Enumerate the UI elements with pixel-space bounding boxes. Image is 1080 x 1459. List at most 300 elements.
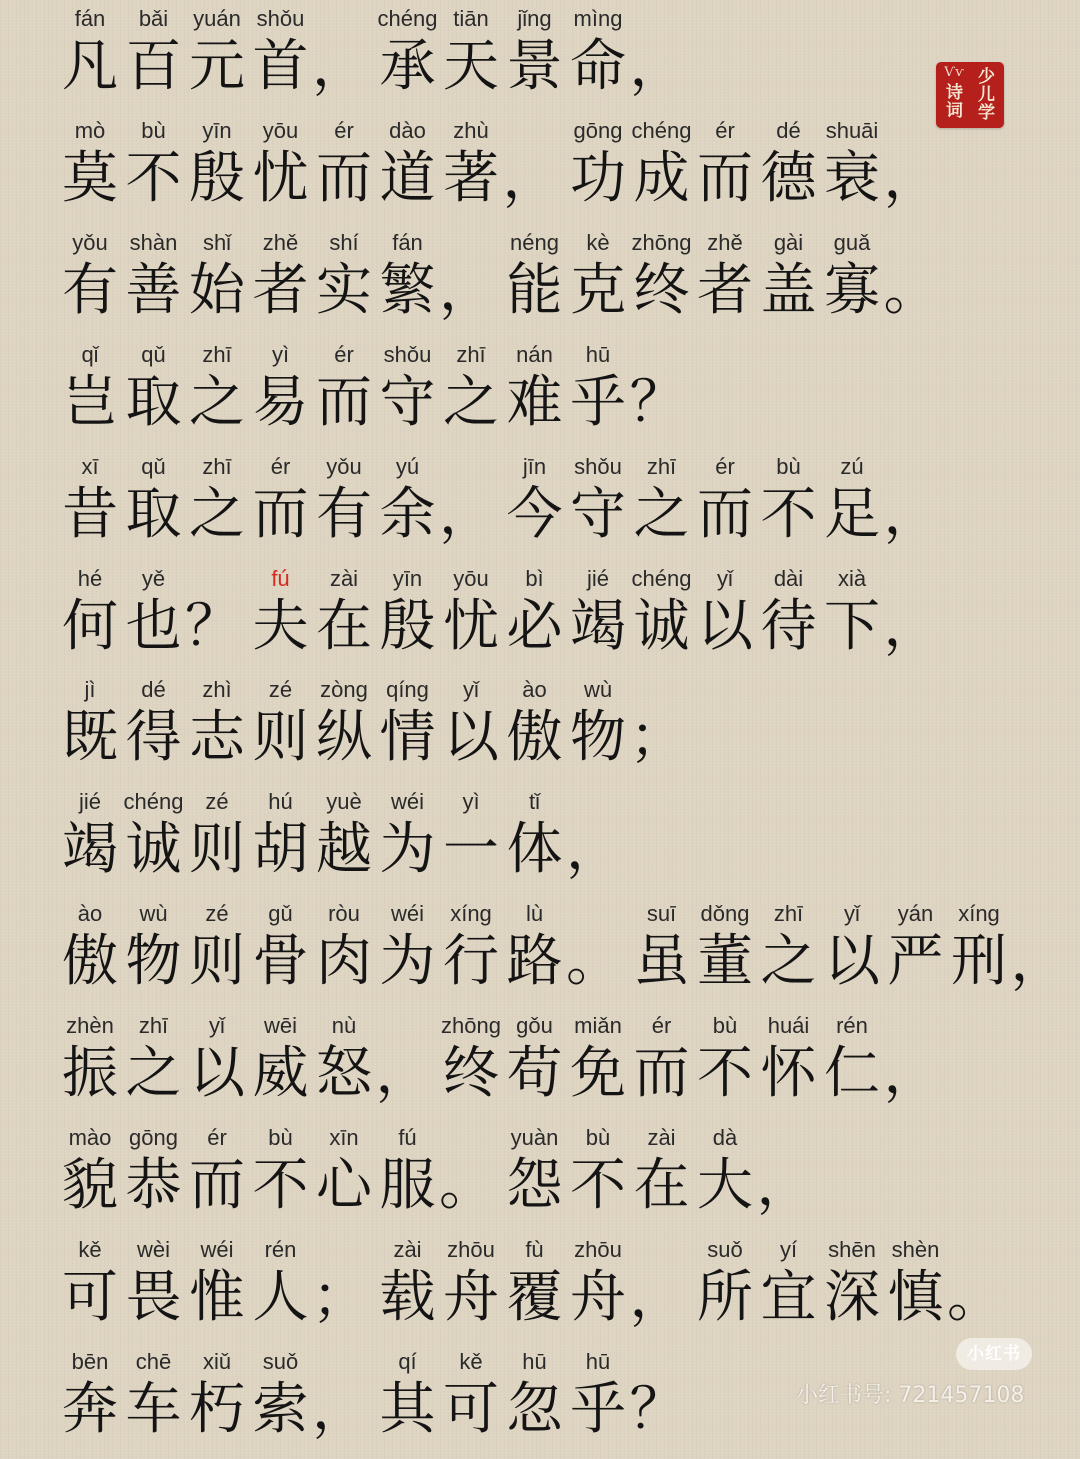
pinyin: hú xyxy=(268,789,293,815)
hanzi: 舟 xyxy=(570,1264,626,1330)
hanzi: 元 xyxy=(189,34,245,99)
pinyin: gǔ xyxy=(268,901,293,927)
hanzi: 仁 xyxy=(824,1041,880,1107)
hanzi: 而 xyxy=(316,369,372,435)
hanzi: 一 xyxy=(443,817,499,883)
character-cell xyxy=(249,4,313,116)
character-cell xyxy=(503,899,567,1011)
pinyin: yīn xyxy=(392,565,423,591)
hanzi: 肉 xyxy=(316,929,372,995)
character-cell xyxy=(820,564,884,676)
pinyin: mào xyxy=(68,1125,112,1150)
character-cell xyxy=(820,1011,884,1123)
pinyin: gōng xyxy=(129,1125,178,1150)
hanzi: 为 xyxy=(379,929,436,995)
hanzi: 载 xyxy=(379,1264,436,1330)
pinyin: suǒ xyxy=(707,1236,743,1262)
punctuation: ， xyxy=(883,593,940,659)
pinyin: zòng xyxy=(320,677,368,703)
pinyin: jīn xyxy=(522,453,547,479)
pinyin: ér xyxy=(270,453,291,479)
hanzi: 大 xyxy=(697,1153,753,1218)
pinyin: bēn xyxy=(71,1348,109,1374)
pinyin: ér xyxy=(651,1013,672,1039)
pinyin: xíng xyxy=(450,901,492,927)
hanzi: 待 xyxy=(760,593,817,659)
hanzi: 而 xyxy=(189,1153,245,1218)
pinyin: wéi xyxy=(390,789,424,815)
hanzi: 深 xyxy=(824,1264,880,1330)
hanzi: 承 xyxy=(379,34,436,99)
hanzi: 足 xyxy=(824,481,880,547)
pinyin: shuāi xyxy=(825,117,879,143)
hanzi: 貌 xyxy=(62,1153,118,1218)
character-cell xyxy=(884,452,948,564)
hanzi: 余 xyxy=(379,481,436,547)
poem-line xyxy=(0,1235,1080,1347)
character-cell xyxy=(503,787,567,899)
character-cell xyxy=(757,1123,821,1235)
character-cell xyxy=(376,228,440,340)
poem-line xyxy=(0,899,1080,1011)
hanzi: 可 xyxy=(62,1264,118,1330)
character-cell xyxy=(884,228,948,340)
character-cell xyxy=(630,340,694,452)
character-cell xyxy=(122,564,186,676)
hanzi: 者 xyxy=(697,257,753,323)
pinyin: hū xyxy=(522,1348,547,1374)
hanzi: 衰 xyxy=(824,145,880,211)
character-cell xyxy=(376,1123,440,1235)
hanzi: 守 xyxy=(570,481,626,547)
pinyin: yǐ xyxy=(463,677,479,703)
pinyin: chéng xyxy=(377,6,438,31)
pinyin: bù xyxy=(712,1013,738,1039)
pinyin: shǒu xyxy=(574,453,622,479)
pinyin: yú xyxy=(395,453,420,479)
poem-line xyxy=(0,452,1080,564)
hanzi: 以 xyxy=(189,1041,245,1107)
hanzi: 何 xyxy=(62,593,118,659)
punctuation: ， xyxy=(629,1264,686,1330)
hanzi: 者 xyxy=(252,257,309,323)
hanzi: 莫 xyxy=(62,145,118,211)
hanzi: 其 xyxy=(379,1376,436,1442)
hanzi: 不 xyxy=(252,1153,309,1218)
pinyin: fán xyxy=(392,229,423,255)
pinyin: kě xyxy=(459,1348,483,1374)
pinyin: yuán xyxy=(193,6,241,31)
pinyin: qí xyxy=(398,1348,417,1374)
pinyin: yǒu xyxy=(326,453,362,479)
pinyin: bù xyxy=(776,453,801,479)
pinyin: fán xyxy=(74,6,106,31)
hanzi: 竭 xyxy=(570,593,626,659)
pinyin: zhōu xyxy=(447,1236,495,1262)
pinyin: zhèn xyxy=(66,1013,114,1039)
character-cell xyxy=(249,1347,313,1459)
seal-text-bottom: 诗词 xyxy=(946,83,963,121)
hanzi: 首 xyxy=(252,34,309,99)
hanzi: 怒 xyxy=(316,1041,372,1107)
character-cell xyxy=(884,564,948,676)
pinyin: suī xyxy=(646,901,677,927)
pinyin: xíng xyxy=(958,901,1000,927)
pinyin: ér xyxy=(334,341,354,367)
hanzi: 畏 xyxy=(125,1264,182,1330)
hanzi: 岂 xyxy=(62,369,118,435)
hanzi: 而 xyxy=(697,481,753,547)
hanzi: 终 xyxy=(633,257,690,323)
pinyin: yí xyxy=(779,1236,798,1262)
character-cell xyxy=(630,1347,694,1459)
poem-line xyxy=(0,1123,1080,1235)
hanzi: 之 xyxy=(125,1041,182,1107)
punctuation: ， xyxy=(502,145,559,211)
pinyin: yǒu xyxy=(72,229,108,255)
hanzi: 乎 xyxy=(570,369,626,435)
hanzi: 乎 xyxy=(570,1376,626,1442)
hanzi: 行 xyxy=(443,929,499,995)
pinyin: bǎi xyxy=(138,6,169,31)
pinyin: ào xyxy=(77,901,103,927)
pinyin: dǒng xyxy=(700,901,750,927)
hanzi: 而 xyxy=(633,1041,690,1107)
pinyin: qǔ xyxy=(141,453,166,479)
pinyin: zhī xyxy=(138,1013,169,1039)
hanzi: 取 xyxy=(125,369,182,435)
pinyin: lù xyxy=(525,901,544,927)
poem-line xyxy=(0,340,1080,452)
hanzi: 严 xyxy=(887,929,944,995)
pinyin: ér xyxy=(207,1125,227,1150)
character-cell xyxy=(820,228,884,340)
pinyin: yě xyxy=(141,565,166,591)
hanzi: 骨 xyxy=(252,929,309,995)
pinyin: zhōu xyxy=(574,1236,622,1262)
hanzi: 不 xyxy=(760,481,817,547)
pinyin: xīn xyxy=(329,1125,359,1150)
punctuation: ， xyxy=(756,1153,813,1218)
hanzi: 著 xyxy=(443,145,499,211)
seal-mark: Ѵѵ xyxy=(944,65,964,80)
character-cell xyxy=(249,1235,313,1347)
hanzi: 怨 xyxy=(506,1153,563,1218)
character-cell xyxy=(884,1235,948,1347)
hanzi: 之 xyxy=(189,481,245,547)
hanzi: 车 xyxy=(125,1376,182,1442)
poem-line xyxy=(0,564,1080,676)
pinyin: zhī xyxy=(773,901,804,927)
pinyin: dà xyxy=(712,1125,738,1150)
pinyin: néng xyxy=(510,229,559,255)
hanzi: 不 xyxy=(697,1041,753,1107)
punctuation: 。 xyxy=(947,1264,1003,1330)
hanzi: 命 xyxy=(570,34,626,99)
hanzi: 而 xyxy=(252,481,309,547)
pinyin: bì xyxy=(525,565,544,591)
pinyin: shǐ xyxy=(202,229,232,255)
pinyin: fú xyxy=(271,565,290,591)
hanzi: 有 xyxy=(316,481,372,547)
hanzi: 景 xyxy=(506,34,563,99)
pinyin: hé xyxy=(77,565,103,591)
pinyin: shí xyxy=(329,229,359,255)
hanzi: 威 xyxy=(252,1041,309,1107)
punctuation: ？ xyxy=(629,1376,686,1442)
character-cell xyxy=(566,675,630,787)
pinyin: qǔ xyxy=(141,341,166,367)
character-cell xyxy=(566,4,630,116)
hanzi: 免 xyxy=(570,1041,626,1107)
pinyin: nán xyxy=(516,341,553,367)
pinyin: tǐ xyxy=(529,789,540,815)
pinyin: shàn xyxy=(129,229,178,255)
hanzi: 竭 xyxy=(62,817,118,883)
hanzi: 人 xyxy=(252,1264,309,1330)
hanzi: 志 xyxy=(189,705,245,771)
pinyin: yǐ xyxy=(209,1013,225,1039)
seal-logo xyxy=(936,62,1004,128)
hanzi: 纵 xyxy=(316,705,372,771)
pinyin: dé xyxy=(141,677,166,703)
punctuation: ， xyxy=(312,1376,368,1442)
hanzi: 之 xyxy=(189,369,245,435)
hanzi: 惟 xyxy=(189,1264,245,1330)
hanzi: 盖 xyxy=(760,257,817,323)
hanzi: 忧 xyxy=(252,145,309,211)
hanzi: 以 xyxy=(697,593,753,659)
hanzi: 苟 xyxy=(506,1041,563,1107)
pinyin: chē xyxy=(135,1348,172,1374)
character-cell xyxy=(820,452,884,564)
hanzi: 恭 xyxy=(125,1153,182,1218)
pinyin: yīn xyxy=(202,117,232,143)
hanzi: 在 xyxy=(633,1153,690,1218)
pinyin: hū xyxy=(585,1348,611,1374)
hanzi: 既 xyxy=(62,705,118,771)
hanzi: 善 xyxy=(125,257,182,323)
hanzi: 而 xyxy=(697,145,753,211)
character-cell xyxy=(1011,899,1075,1011)
pinyin: zhì xyxy=(202,677,232,703)
pinyin: chéng xyxy=(631,117,692,143)
pinyin: hū xyxy=(585,341,611,367)
character-cell xyxy=(566,340,630,452)
pinyin: zài xyxy=(329,565,359,591)
punctuation: ， xyxy=(439,257,495,323)
pinyin: zhī xyxy=(202,453,232,479)
pinyin: kě xyxy=(78,1236,102,1262)
hanzi: 诚 xyxy=(633,593,690,659)
poem-line xyxy=(0,1011,1080,1123)
hanzi: 取 xyxy=(125,481,182,547)
pinyin: xī xyxy=(81,453,99,479)
pinyin: ròu xyxy=(328,901,360,927)
seal-text-top: 少儿学 xyxy=(978,67,995,123)
character-cell xyxy=(884,116,948,228)
hanzi: 得 xyxy=(125,705,182,771)
pinyin: zhī xyxy=(456,341,486,367)
character-cell xyxy=(312,1011,376,1123)
pinyin: jié xyxy=(78,789,101,815)
hanzi: 有 xyxy=(62,257,118,323)
hanzi: 可 xyxy=(443,1376,499,1442)
hanzi: 难 xyxy=(506,369,563,435)
punctuation: ？ xyxy=(185,593,241,659)
hanzi: 守 xyxy=(379,369,436,435)
hanzi: 则 xyxy=(189,929,245,995)
hanzi: 心 xyxy=(316,1153,372,1218)
hanzi: 傲 xyxy=(506,705,563,771)
pinyin: ér xyxy=(334,117,354,143)
hanzi: 服 xyxy=(379,1153,436,1218)
pinyin: shèn xyxy=(891,1236,940,1262)
character-cell xyxy=(439,116,503,228)
pinyin: dé xyxy=(776,117,801,143)
hanzi: 慎 xyxy=(887,1264,944,1330)
pinyin: zú xyxy=(840,453,864,479)
pinyin: yōu xyxy=(453,565,489,591)
pinyin: shǒu xyxy=(256,6,305,31)
pinyin: zé xyxy=(205,789,229,815)
hanzi: 舟 xyxy=(443,1264,499,1330)
pinyin: zhě xyxy=(707,229,743,255)
character-cell xyxy=(820,116,884,228)
poem-line xyxy=(0,675,1080,787)
character-cell xyxy=(630,675,694,787)
pinyin: qǐ xyxy=(81,341,99,367)
pinyin: yì xyxy=(462,789,480,815)
hanzi: 凡 xyxy=(62,34,118,99)
hanzi: 朽 xyxy=(189,1376,245,1442)
hanzi: 不 xyxy=(570,1153,626,1218)
pinyin: zhī xyxy=(646,453,677,479)
pinyin: wéi xyxy=(200,1236,234,1262)
pinyin: bù xyxy=(268,1125,293,1150)
hanzi: 情 xyxy=(379,705,436,771)
pinyin: kè xyxy=(586,229,610,255)
hanzi: 所 xyxy=(697,1264,753,1330)
hanzi: 傲 xyxy=(62,929,118,995)
pinyin: dào xyxy=(389,117,426,143)
pinyin: bù xyxy=(141,117,166,143)
hanzi: 昔 xyxy=(62,481,118,547)
poem-line xyxy=(0,787,1080,899)
punctuation: ， xyxy=(883,1041,940,1107)
punctuation: ； xyxy=(629,705,686,771)
hanzi: 宜 xyxy=(760,1264,817,1330)
hanzi: 成 xyxy=(633,145,690,211)
pinyin: wèi xyxy=(136,1236,170,1262)
hanzi: 奔 xyxy=(62,1376,118,1442)
hanzi: 道 xyxy=(379,145,436,211)
character-cell xyxy=(630,4,694,116)
character-cell xyxy=(947,1235,1011,1347)
character-cell xyxy=(566,1347,630,1459)
hanzi: 则 xyxy=(189,817,245,883)
hanzi: 胡 xyxy=(252,817,309,883)
pinyin: gǒu xyxy=(516,1013,553,1039)
punctuation: 。 xyxy=(883,257,940,323)
pinyin: zhī xyxy=(202,341,232,367)
poem-line xyxy=(0,4,1080,116)
pinyin: zài xyxy=(393,1236,422,1262)
pinyin: zhě xyxy=(262,229,299,255)
pinyin: jì xyxy=(84,677,96,703)
pinyin: ér xyxy=(715,117,735,143)
hanzi: 始 xyxy=(189,257,245,323)
hanzi: 不 xyxy=(125,145,182,211)
pinyin: zé xyxy=(205,901,229,927)
pinyin: jié xyxy=(586,565,609,591)
pinyin: ér xyxy=(715,453,735,479)
hanzi: 殷 xyxy=(379,593,436,659)
pinyin: xiǔ xyxy=(202,1348,232,1374)
watermark-id: 小红书号: 721457108 xyxy=(796,1383,1025,1408)
pinyin: wù xyxy=(583,677,613,703)
hanzi: 之 xyxy=(633,481,690,547)
pinyin: shēn xyxy=(828,1236,876,1262)
hanzi: 也 xyxy=(125,593,182,659)
pinyin: guǎ xyxy=(833,229,871,255)
punctuation: ， xyxy=(312,34,368,99)
pinyin: chéng xyxy=(631,565,692,591)
pinyin: mò xyxy=(74,117,106,143)
punctuation: ， xyxy=(629,34,686,99)
pinyin: mìng xyxy=(573,6,623,31)
pinyin: yǐ xyxy=(844,901,860,927)
hanzi: 天 xyxy=(443,34,499,99)
hanzi: 殷 xyxy=(189,145,245,211)
pinyin: zài xyxy=(647,1125,676,1150)
hanzi: 克 xyxy=(570,257,626,323)
hanzi: 以 xyxy=(443,705,499,771)
hanzi: 振 xyxy=(62,1041,118,1107)
pinyin: zhù xyxy=(453,117,489,143)
hanzi: 忧 xyxy=(443,593,499,659)
hanzi: 今 xyxy=(506,481,563,547)
hanzi: 越 xyxy=(316,817,372,883)
hanzi: 以 xyxy=(824,929,880,995)
pinyin: bù xyxy=(585,1125,611,1150)
hanzi: 物 xyxy=(570,705,626,771)
hanzi: 物 xyxy=(125,929,182,995)
pinyin: wéi xyxy=(390,901,424,927)
poem-line xyxy=(0,116,1080,228)
hanzi: 刑 xyxy=(951,929,1007,995)
punctuation: ， xyxy=(1010,929,1067,995)
punctuation: ？ xyxy=(629,369,686,435)
hanzi: 而 xyxy=(316,145,372,211)
pinyin: zhōng xyxy=(631,229,692,255)
character-cell xyxy=(566,1235,630,1347)
pinyin: suǒ xyxy=(262,1348,299,1374)
punctuation: ， xyxy=(883,481,940,547)
hanzi: 德 xyxy=(760,145,817,211)
hanzi: 在 xyxy=(316,593,372,659)
pinyin: zé xyxy=(268,677,293,703)
pinyin: huái xyxy=(767,1013,810,1039)
hanzi: 百 xyxy=(125,34,182,99)
hanzi: 怀 xyxy=(760,1041,817,1107)
pinyin: yuè xyxy=(326,789,362,815)
hanzi: 必 xyxy=(506,593,563,659)
pinyin: gài xyxy=(773,229,804,255)
character-cell xyxy=(566,787,630,899)
hanzi: 路 xyxy=(506,929,563,995)
hanzi: 繁 xyxy=(379,257,436,323)
